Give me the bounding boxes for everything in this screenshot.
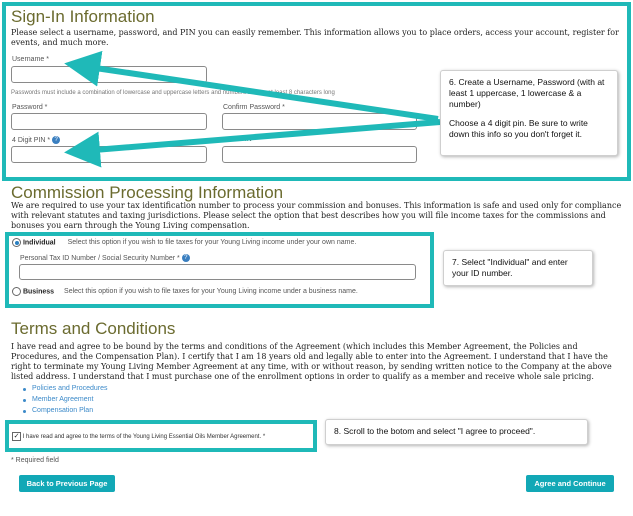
- tax-id-label-text: Personal Tax ID Number / Social Security Number *: [20, 254, 180, 262]
- note-step-7-text: 7. Select "Individual" and enter your ID number.: [452, 257, 568, 278]
- agree-continue-button[interactable]: Agree and Continue: [526, 475, 614, 492]
- agree-label: I have read and agree to the terms of the Young Living Essential Oils Member Agreement. *: [22, 434, 266, 441]
- list-bullet: [23, 399, 26, 402]
- business-radio[interactable]: [12, 287, 21, 296]
- business-label: Business: [22, 288, 55, 296]
- note-step-6-text-a: 6. Create a Username, Password (with at least 1 uppercase, 1 lowercase & a number): [449, 77, 605, 109]
- arrow-to-pin: [82, 122, 440, 151]
- list-bullet: [23, 388, 26, 391]
- commission-title: Commission Processing Information: [11, 183, 284, 202]
- terms-body: I have read and agree to be bound by the terms and conditions of the Agreement (which includes this Member Agreement, the Policies and Procedures, and the Compensation Plan). I certify that I am 18 years old and legally able to enter into the Agreement. I understand that I have the right to terminate my Young Living Member Agreement at any time, with or without reason, by sending written notice to the Company at the above listed address. I understand that I must purchase one of the enrollment options in order to qualify as a member and receive whole sale pricing.: [11, 342, 612, 381]
- individual-label: Individual: [22, 239, 56, 247]
- individual-desc: Select this option if you wish to file taxes for your Young Living income under your own name.: [67, 239, 357, 247]
- signin-intro: Please select a username, password, and PIN you can easily remember. This information allows you to place orders, access your account, register for events, and much more.: [11, 28, 619, 47]
- note-step-8: [325, 419, 588, 445]
- username-label: Username *: [12, 56, 49, 63]
- help-icon[interactable]: ?: [182, 254, 190, 262]
- commission-intro: We are required to use your tax identification number to process your commission and bonuses. This information is safe and used only for compliance with relevant statutes and taxing jurisdictions. Please select the option that best describes how you will file income taxes for the commissions and bonuses you earn through the Young Living compensation.: [11, 201, 622, 230]
- compensation-plan-link[interactable]: Compensation Plan: [32, 407, 94, 414]
- member-agreement-link[interactable]: Member Agreement: [32, 396, 94, 403]
- tax-id-input[interactable]: [19, 264, 416, 280]
- pin-label-text: 4 Digit PIN *: [12, 136, 51, 144]
- policies-link[interactable]: Policies and Procedures: [32, 385, 108, 392]
- required-note: * Required field: [11, 457, 59, 464]
- note-step-6: [440, 70, 618, 156]
- agree-option[interactable]: [12, 432, 265, 441]
- password-label: Password *: [12, 104, 48, 111]
- password-hint: Passwords must include a combination of lowercase and uppercase letters and numbers and be at least 8 characters long: [11, 90, 335, 96]
- business-desc: Select this option if you wish to file taxes for your Young Living income under a business name.: [64, 288, 358, 296]
- note-step-7: [443, 250, 593, 286]
- terms-title: Terms and Conditions: [11, 319, 176, 338]
- note-step-8-text: 8. Scroll to the botom and select "I agree to proceed".: [334, 426, 536, 436]
- signin-title: Sign-In Information: [11, 7, 155, 26]
- note-step-6-text-b: Choose a 4 digit pin. Be sure to write down this info so you don't forget it.: [449, 118, 588, 139]
- agree-checkbox[interactable]: ✓: [13, 433, 20, 440]
- help-icon[interactable]: ?: [52, 136, 60, 144]
- arrow-to-username: [82, 66, 438, 119]
- individual-radio[interactable]: [12, 238, 21, 247]
- tax-id-label: [20, 254, 190, 262]
- individual-option[interactable]: [12, 238, 356, 247]
- confirm-password-label: Confirm Password *: [223, 104, 285, 111]
- list-bullet: [23, 410, 26, 413]
- business-option[interactable]: [12, 287, 358, 296]
- back-button[interactable]: Back to Previous Page: [19, 475, 115, 492]
